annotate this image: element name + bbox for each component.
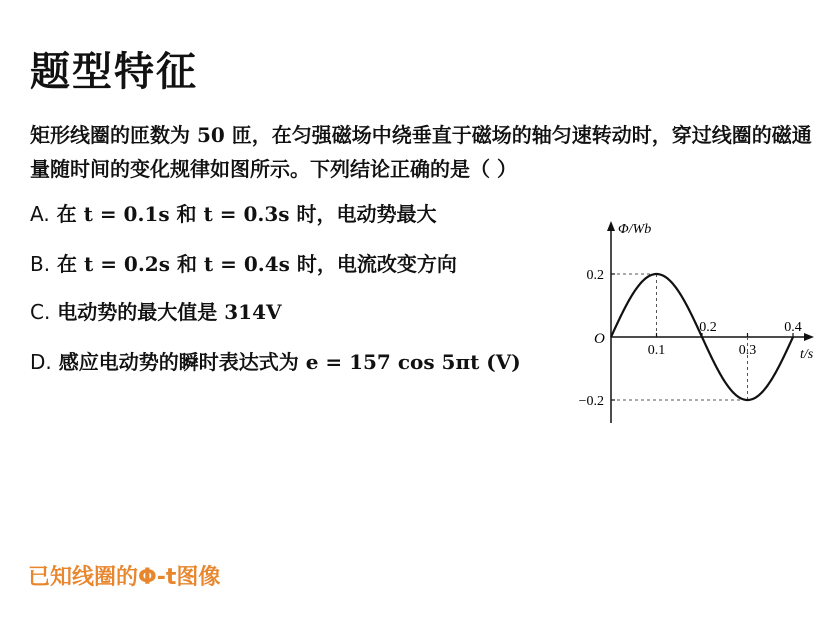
question-text: 矩形线圈的匝数为 50 匝，在匀强磁场中绕垂直于磁场的轴匀速转动时，穿过线圈的磁通量随时间的变化规律如图所示。下列结论正确的是（ ） bbox=[30, 123, 812, 181]
x-tick-label-0.1: 0.1 bbox=[647, 343, 666, 358]
option-d-text: 感应电动势的瞬时表达式为 e = 157 cos 5πt (V) bbox=[58, 350, 521, 374]
option-a[interactable] bbox=[30, 198, 436, 227]
option-d[interactable] bbox=[30, 346, 521, 375]
option-d-key: D. bbox=[30, 350, 52, 374]
y-axis-arrow bbox=[607, 221, 615, 231]
option-b-key: B. bbox=[30, 252, 51, 276]
page-title: 题型特征 bbox=[30, 49, 198, 95]
origin-label: O bbox=[594, 331, 605, 347]
x-tick-label-0.3: 0.3 bbox=[738, 343, 757, 358]
x-tick-label-0.4: 0.4 bbox=[784, 320, 802, 335]
option-a-text: 在 t = 0.1s 和 t = 0.3s 时，电动势最大 bbox=[56, 202, 437, 226]
flux-time-chart bbox=[560, 215, 830, 430]
hint-note: 已知线圈的Φ-t图像 bbox=[28, 565, 221, 590]
x-tick-label-0.2: 0.2 bbox=[699, 320, 717, 335]
option-a-key: A. bbox=[30, 202, 50, 226]
option-b-text: 在 t = 0.2s 和 t = 0.4s 时，电流改变方向 bbox=[57, 252, 457, 276]
option-b[interactable] bbox=[30, 248, 457, 277]
option-c-key: C. bbox=[30, 300, 51, 324]
y-axis-label: Φ/Wb bbox=[618, 222, 652, 237]
x-axis-label: t/s bbox=[800, 347, 814, 362]
y-tick-label-0.2: 0.2 bbox=[586, 268, 604, 283]
x-axis-arrow bbox=[804, 333, 814, 341]
y-tick-label-neg-0.2: −0.2 bbox=[578, 394, 604, 409]
option-c-text: 电动势的最大值是 314V bbox=[57, 300, 282, 324]
option-c[interactable] bbox=[30, 296, 282, 325]
